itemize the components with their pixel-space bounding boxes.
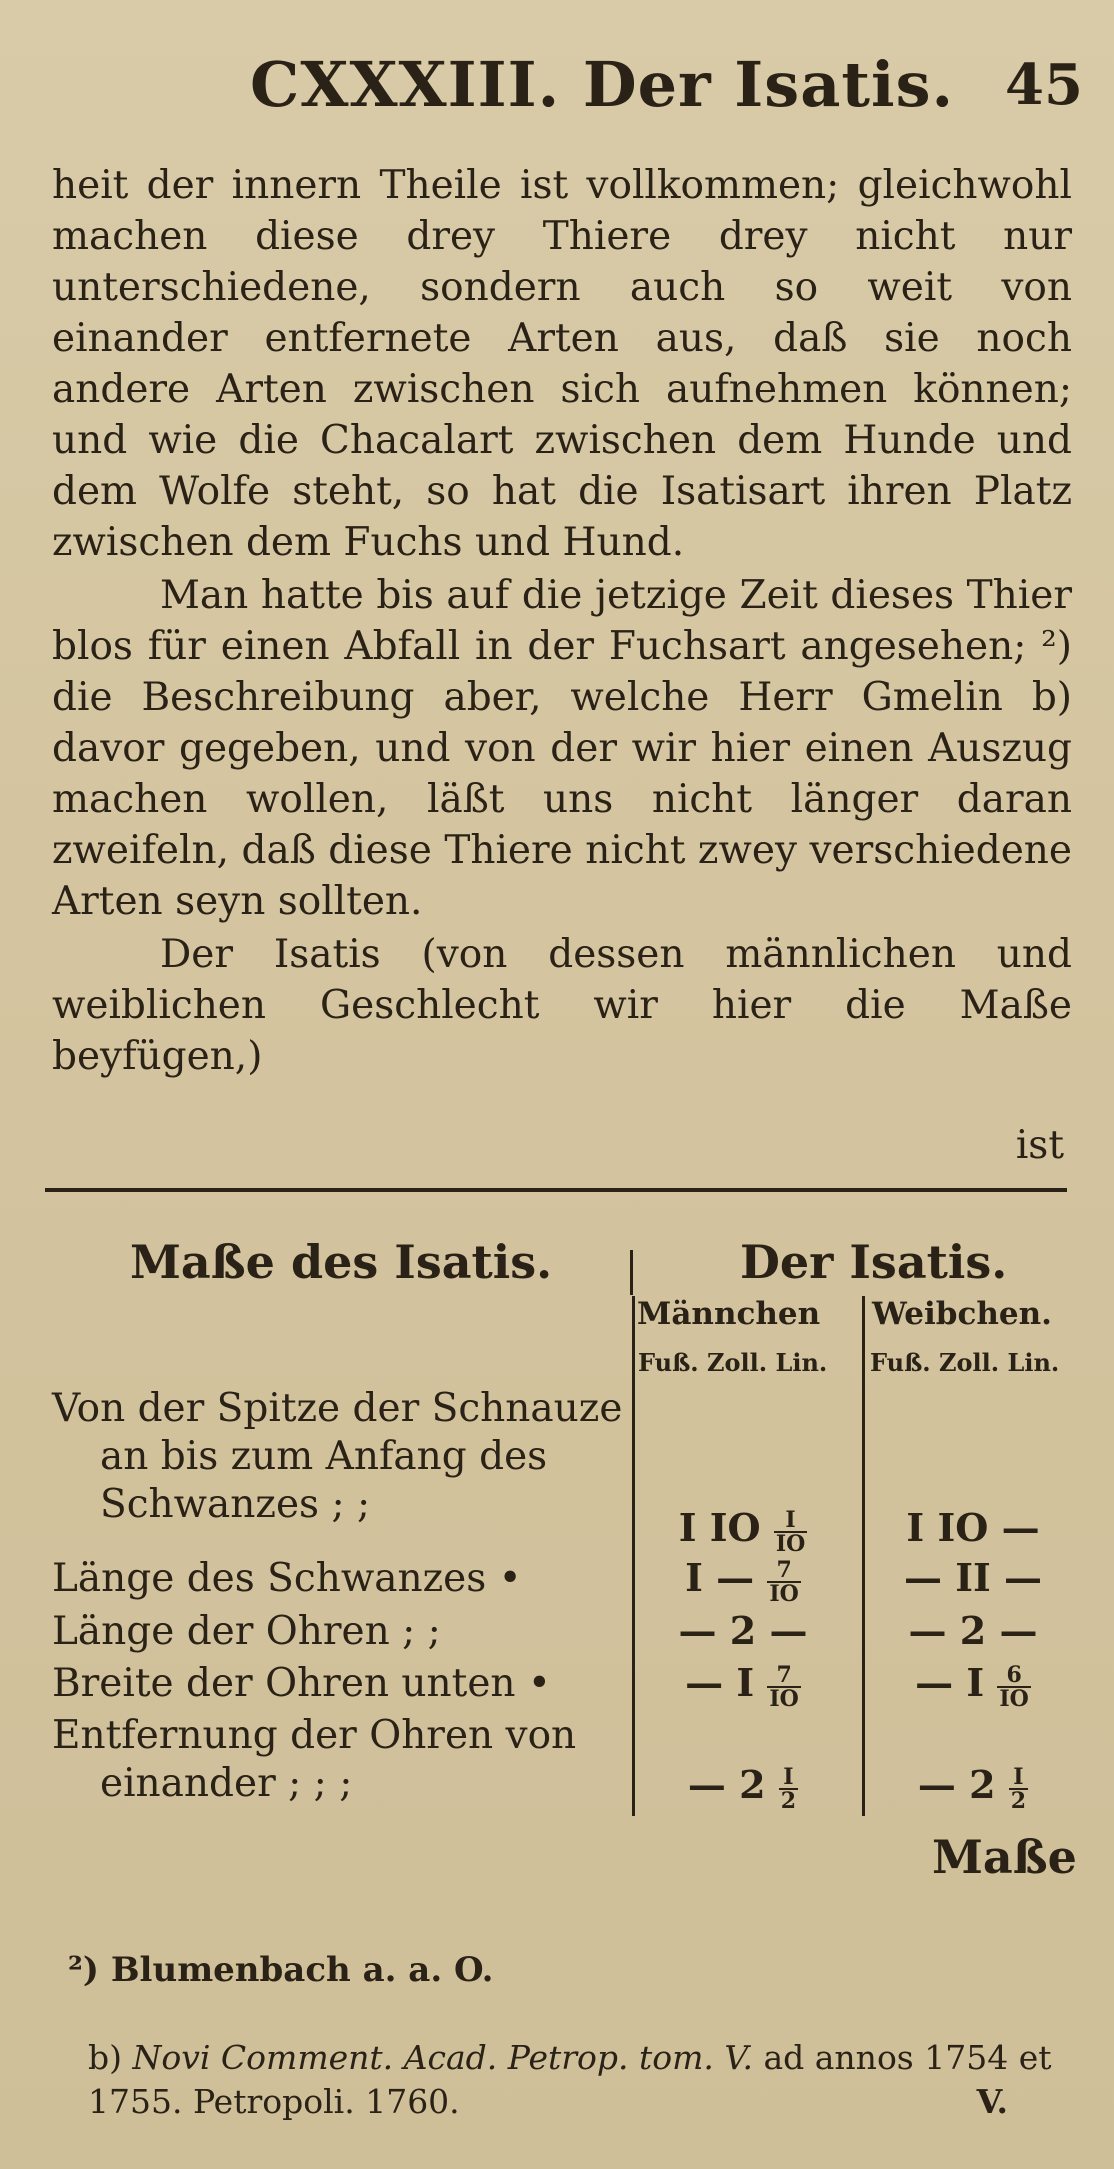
footnote-b: b) Novi Comment. Acad. Petrop. tom. V. ad annos 1754 et 1755. Petropoli. 1760. V. [88, 2038, 1052, 2121]
male-measure: — 2 $\frac{I}{2}$ [687, 1762, 797, 1814]
paragraph-3: Der Isatis (von dessen männlichen und weiblichen Geschlecht wir hier die Maße beyfügen,) [52, 932, 1072, 1079]
female-measure: — I $\frac{6}{IO}$ [915, 1660, 1029, 1712]
paragraph-2: Man hatte bis auf die jetzige Zeit dieses Thier blos für einen Abfall in der Fuchsart angesehen; ²) die Beschreibung aber, welche Herr Gmelin b) davor gegeben, und von der wir hier einen Auszug machen wollen, läßt uns nicht länger daran zweifeln, daß diese Thiere nicht zwey verschiedene Arten seyn sollten. [52, 573, 1072, 924]
footnote-a: ²) Blumenbach a. a. O. [68, 1950, 494, 1990]
units-male: Fuß. Zoll. Lin. [638, 1348, 828, 1377]
paragraph-1: heit der innern Theile ist vollkommen; gleichwohl machen diese drey Thiere drey nicht nur unterschiedene, sondern auch so weit von einander entfernete Arten aus, daß sie noch andere Arten zwischen sich aufnehmen können; und wie die Chacalart zwischen dem Hunde und dem Wolfe steht, so hat die Isatisart ihren Platz zwischen dem Fuchs und Hund. [52, 163, 1072, 565]
divider-line [862, 1296, 865, 1816]
male-measure: I IO $\frac{I}{IO}$ [678, 1505, 806, 1557]
row-label: Länge der Ohren ; ; [52, 1609, 441, 1654]
page-number: 45 [1005, 52, 1083, 118]
row-label: Entfernung der Ohren von einander ; ; ; [52, 1713, 577, 1806]
page-header [0, 48, 1114, 128]
male-measure: — I $\frac{7}{IO}$ [685, 1660, 799, 1712]
row-label: Länge des Schwanzes • [52, 1556, 522, 1601]
body-text [52, 160, 1072, 1168]
female-measure: — 2 — [908, 1608, 1038, 1653]
male-heading: Männchen [637, 1296, 821, 1332]
female-measure: — 2 $\frac{I}{2}$ [917, 1762, 1027, 1814]
running-title: CXXXIII. Der Isatis. [250, 48, 955, 121]
table-heading-right: Der Isatis. [740, 1235, 1008, 1289]
units-female: Fuß. Zoll. Lin. [870, 1348, 1060, 1377]
female-measure: I IO — [906, 1505, 1040, 1550]
male-measure: — 2 — [678, 1608, 808, 1653]
catchword: Maße [932, 1830, 1077, 1884]
divider-line [630, 1250, 633, 1295]
row-label: Breite der Ohren unten • [52, 1661, 551, 1706]
section-rule [45, 1188, 1067, 1192]
female-heading: Weibchen. [872, 1296, 1052, 1332]
row-label: Von der Spitze der Schnauze an bis zum Anfang des Schwanzes ; ; [52, 1386, 623, 1527]
female-measure: — II — [903, 1555, 1043, 1600]
table-heading-left: Maße des Isatis. [130, 1235, 553, 1289]
divider-line [632, 1296, 635, 1816]
male-measure: I — $\frac{7}{IO}$ [685, 1555, 799, 1607]
catchword: ist [1015, 1123, 1064, 1168]
